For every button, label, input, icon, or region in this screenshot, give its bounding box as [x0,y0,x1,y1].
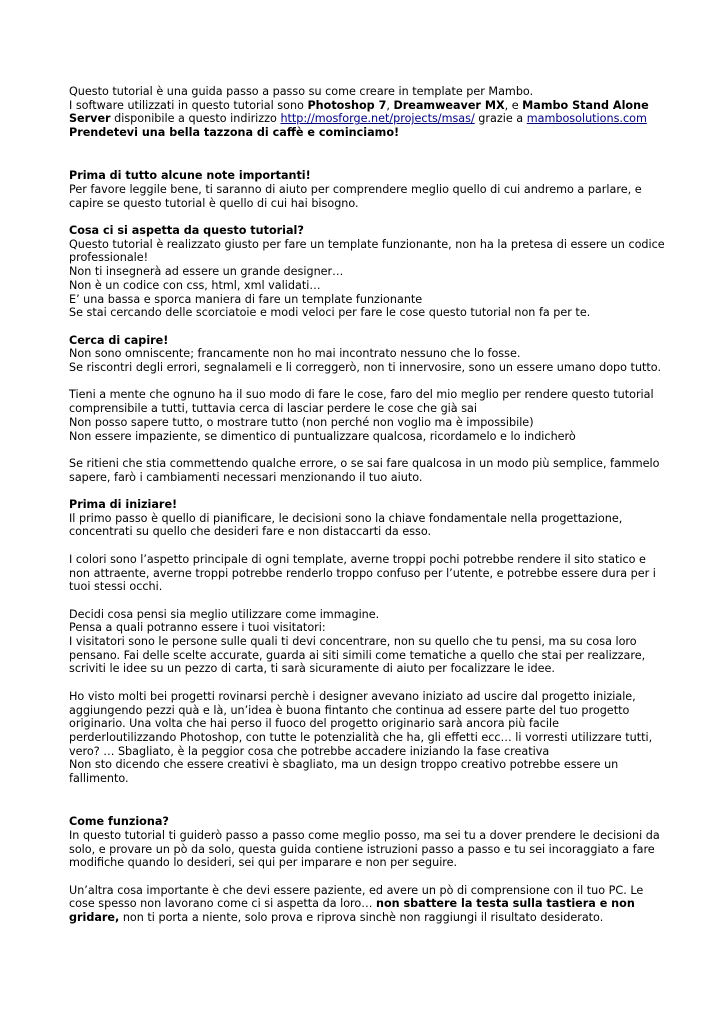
intro-line-2 [69,99,669,113]
paragraph-line: Non ti insegnerà ad essere un grande designer… [69,265,344,279]
mosforge-link[interactable]: http://mosforge.net/projects/msas/ [280,112,475,126]
paragraph-line: solo, e provare un pò da solo, questa guida contiene istruzioni passo a passo e tu sei incoraggiato a fare [69,842,655,856]
paragraph-line: non attraente, averne troppi potrebbe renderlo troppo confuso per l’utente, e potrebbe essere dura per i [69,566,656,580]
paragraph-line: Non sto dicendo che essere creativi è sbagliato, ma un design troppo creativo potrebbe essere un [69,758,619,772]
photoshop-label: Photoshop 7 [307,98,387,112]
section-heading-aspetta: Cosa ci si aspetta da questo tutorial? [69,224,304,237]
paragraph-line: Non è un codice con css, html, xml validati… [69,278,321,292]
paragraph-line: professionale! [69,251,149,265]
paragraph-line: capire se questo tutorial è quello di cui hai bisogno. [69,196,359,210]
paragraph-line: Se ritieni che stia commettendo qualche errore, o se sai fare qualcosa in un modo più semplice, fammelo [69,456,660,470]
paragraph-line: Non sono omniscente; francamente non ho mai incontrato nessuno che lo fosse. [69,347,521,361]
paragraph-line: tuoi stessi occhi. [69,580,163,594]
paragraph-text: non ti porta a niente, solo prova e riprova sinchè non raggiungi il risultato desiderato. [119,911,604,925]
paragraph-line: Se stai cercando delle scorciatoie e modi veloci per fare le cose questo tutorial non fa per te. [69,306,591,320]
separator-text: , e [504,98,523,112]
paragraph-line: Non posso sapere tutto, o mostrare tutto (non perché non voglio ma è impossibile) [69,415,534,429]
paragraph-line: Il primo passo è quello di pianificare, le decisioni sono la chiave fondamentale nella progettazione, [69,511,623,525]
document-page [69,85,669,925]
paragraph-line [69,897,669,911]
paragraph-line: pensano. Fai delle scelte accurate, guarda ai siti simili come tematiche a quello che stai per realizzare, [69,648,646,662]
mambo-label: Mambo Stand Alone [522,98,649,112]
paragraph-line: vero? … Sbagliato, è la peggior cosa che potrebbe accadere iniziando la fase creativa [69,744,550,758]
paragraph-line: concentrati su quello che desideri fare e non distaccarti da esso. [69,525,432,539]
paragraph-line: scriviti le idee su un pezzo di carta, ti sarà sicuramente di aiuto per focalizzare le idee. [69,662,555,676]
paragraph-line: Ho visto molti bei progetti rovinarsi perchè i designer avevano iniziato ad uscire dal progetto iniziale, [69,689,636,703]
paragraph-line: comprensibile a tutti, tuttavia cerca di lasciar perdere le cose che già sai [69,402,477,416]
section-heading-funziona: Come funziona? [69,815,169,829]
paragraph-line: sapere, farò i cambiamenti necessari menzionando il tuo aiuto. [69,470,423,484]
paragraph-line: E’ una bassa e sporca maniera di fare un template funzionante [69,292,423,306]
emphasis-text: non sbattere la testa sulla tastiera e non [376,897,635,911]
paragraph-line: Non essere impaziente, se dimentico di puntualizzare qualcosa, ricordamelo e lo indicherò [69,429,576,443]
intro-line-1: Questo tutorial è una guida passo a passo su come creare in template per Mambo. [69,85,534,98]
paragraph-line: Pensa a quali potranno essere i tuoi visitatori: [69,621,326,635]
paragraph-line: I visitatori sono le persone sulle quali ti devi concentrare, non su quello che tu pensi, ma su cosa loro [69,635,637,648]
server-label: Server [69,112,111,126]
section-heading-note: Prima di tutto alcune note importanti! [69,169,311,183]
paragraph-line: Un’altra cosa importante è che devi essere paziente, ed avere un pò di comprensione con il tuo PC. Le [69,883,644,897]
paragraph-line: In questo tutorial ti guiderò passo a passo come meglio posso, ma sei tu a dover prendere le decisioni da [69,828,660,842]
section-heading-iniziare: Prima di iniziare! [69,498,178,511]
section-heading-capire: Cerca di capire! [69,333,169,347]
separator-text: , [386,98,394,112]
paragraph-line: I colori sono l’aspetto principale di ogni template, averne troppi pochi potrebbe rendere il sito statico e [69,552,646,566]
paragraph-text: cose spesso non lavorano come ci si aspetta da loro… [69,897,376,911]
paragraph-line: Decidi cosa pensi sia meglio utilizzare come immagine. [69,607,380,621]
paragraph-line: modifiche quando lo desideri, sei qui per imparare e non per seguire. [69,856,458,870]
paragraph-line: Per favore leggile bene, ti saranno di aiuto per comprendere meglio quello di cui andremo a parlare, e [69,182,642,196]
intro-address-text: disponibile a questo indirizzo [110,112,281,126]
mambosolutions-link[interactable]: mambosolutions.com [526,112,647,126]
dreamweaver-label: Dreamweaver MX [393,98,505,112]
emphasis-text: gridare, [69,911,120,925]
paragraph-line [69,911,669,925]
intro-thanks-text: grazie a [474,112,527,126]
intro-coffee-line: Prendetevi una bella tazzona di caffè e cominciamo! [69,126,400,140]
paragraph-line: originario. Una volta che hai perso il fuoco del progetto originario sarà ancora più facile [69,717,560,731]
paragraph-line: Se riscontri degli errori, segnalameli e li correggerò, non ti innervosire, sono un essere umano dopo tutto. [69,361,662,375]
paragraph-line: perderloutilizzando Photoshop, con tutte le potenzialità che ha, gli effetti ecc… li vorresti utilizzare tutti, [69,730,653,744]
paragraph-line: Tieni a mente che ognuno ha il suo modo di fare le cose, faro del mio meglio per rendere questo tutorial [69,388,654,402]
intro-line-3 [69,112,669,126]
paragraph-line: fallimento. [69,772,129,786]
paragraph-line: Questo tutorial è realizzato giusto per fare un template funzionante, non ha la pretesa di essere un codice [69,237,665,251]
paragraph-line: aggiungendo pezzi quà e là, un’idea è buona fintanto che continua ad essere parte del tuo progetto [69,703,630,717]
intro-software-text: I software utilizzati in questo tutorial sono [69,98,308,112]
